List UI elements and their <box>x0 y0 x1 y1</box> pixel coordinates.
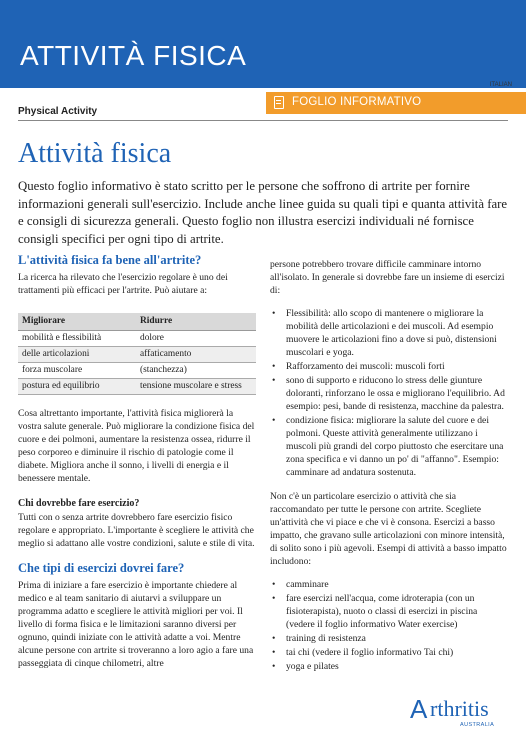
table-row <box>18 363 256 379</box>
list-item: • fare esercizi nell'acqua, come idroterapia (con un fisioterapista), nuoto o classi di esercizi in piscina (vedere il foglio informativo Water exercise) <box>270 592 508 631</box>
continued-paragraph: persone potrebbero trovare difficile camminare intorno all'isolato. In generale si dovrebbe fare un insieme di esercizi di: <box>270 259 505 296</box>
page-subtitle: Physical Activity <box>18 106 98 117</box>
divider <box>18 120 508 121</box>
logo-wordmark: rthritis <box>430 696 489 721</box>
page-title: Attività fisica <box>18 138 172 169</box>
table-row <box>18 331 256 347</box>
table-cell: forza muscolare <box>18 363 136 379</box>
table-cell: mobilità e flessibilità <box>18 331 136 347</box>
intro-paragraph: Questo foglio informativo è stato scritto per le persone che soffrono di artrite per fornire informazioni generali sull'esercizio. Include anche linee guida su quali tipi e quanta attività fare e consigli di sicurezza generali. Questo foglio non illustra esercizi individuali né fornisce consigli specifici per ogni tipo di artrite. <box>18 179 508 246</box>
table-row <box>18 347 256 363</box>
types-paragraph: Prima di iniziare a fare esercizio è importante chiedere al medico e al team sanitario di aiutarvi a sviluppare un programma adatto e scegliere le attività migliori per voi. Il livello di forma fisica e le limitazioni saranno diversi per ognuno, quindi iniziate con le attività adatte a voi. Mentre alcune persone con artrite si troveranno a loro agio a fare una passeggiata di cinque chilometri, altre <box>18 580 254 669</box>
sheet-label: FOGLIO INFORMATIVO <box>292 96 422 108</box>
list-item: • Rafforzamento dei muscoli: muscoli forti <box>270 360 508 373</box>
list-item: • sono di supporto e riducono lo stress delle giunture doloranti, rinforzano le ossa e migliorano l'equilibrio. Ad esempio: pesi, bande di resistenza, macchine da palestra. <box>270 374 508 413</box>
table-header: Ridurre <box>136 313 256 331</box>
language-label: ITALIAN <box>489 82 512 88</box>
low-impact-list <box>270 578 508 673</box>
table-cell: affaticamento <box>136 347 256 363</box>
arthritis-australia-logo <box>410 694 510 734</box>
section-heading-who: Chi dovrebbe fare esercizio? <box>18 498 140 509</box>
table-row <box>18 379 256 395</box>
left-column <box>18 254 256 670</box>
section-heading-types: Che tipi di esercizi dovrei fare? <box>18 561 185 575</box>
right-column <box>270 258 508 674</box>
logo-initial: A <box>410 694 428 724</box>
low-impact-paragraph: Non c'è un particolare esercizio o attività che sia raccomandato per tutte le persone con artrite. Scegliete un'attività che vi piace e che vi è consona. Esercizi a basso impatto, che gravano sulle articolazioni con minore intensità, di solito sono i più agevoli. Esempi di attività a basso impatto includono: <box>270 491 507 567</box>
table-cell: tensione muscolare e stress <box>136 379 256 395</box>
list-item: • yoga e pilates <box>270 660 508 673</box>
document-icon <box>274 96 284 109</box>
list-item: • Flessibilità: allo scopo di mantenere o migliorare la mobilità delle articolazioni e dei muscoli. Ad esempio muovere le articolazioni fino a dove si può, distensioni muscolari e yoga. <box>270 307 508 359</box>
who-paragraph: Tutti con o senza artrite dovrebbero fare esercizio fisico regolare e appropriato. L'importante è scegliere le attività che meglio si adattano alle vostre condizioni, salute e stile di vita. <box>18 512 255 549</box>
header-banner <box>0 0 526 88</box>
table-cell: (stanchezza) <box>136 363 256 379</box>
logo-subtitle: AUSTRALIA <box>460 722 495 728</box>
banner-title: ATTIVITÀ FISICA <box>20 40 247 71</box>
list-item: • training di resistenza <box>270 632 508 645</box>
health-paragraph: Cosa altrettanto importante, l'attività fisica migliorerà la vostra salute generale. Può migliorare la condizione fisica del cuore e dei polmoni, aumentare la resistenza ossea, ridurre il peso corporeo e diminuire il rischio di patologie come il diabete. Migliora anche il sonno, i livelli di energia e il benessere mentale. <box>18 408 255 484</box>
sheet-label-bar <box>266 92 526 114</box>
list-item: • tai chi (vedere il foglio informativo Tai chi) <box>270 646 508 659</box>
table-cell: dolore <box>136 331 256 347</box>
benefits-paragraph: La ricerca ha rilevato che l'esercizio regolare è uno dei trattamenti più efficaci per l'artrite. Può aiutare a: <box>18 272 228 296</box>
benefits-table <box>18 313 256 395</box>
table-cell: postura ed equilibrio <box>18 379 136 395</box>
table-header: Migliorare <box>18 313 136 331</box>
section-heading-benefits: L'attività fisica fa bene all'artrite? <box>18 253 202 267</box>
exercise-types-list <box>270 307 508 479</box>
table-cell: delle articolazioni <box>18 347 136 363</box>
list-item: • condizione fisica: migliorare la salute del cuore e dei polmoni. Queste attività generalmente utilizzano i muscoli più grandi del corpo piuttosto che esercitare una zona specifica e vi danno un po' di "affanno". Esempio: camminare ad andatura sostenuta. <box>270 414 508 479</box>
list-item: • camminare <box>270 578 508 591</box>
table-header-row <box>18 313 256 331</box>
